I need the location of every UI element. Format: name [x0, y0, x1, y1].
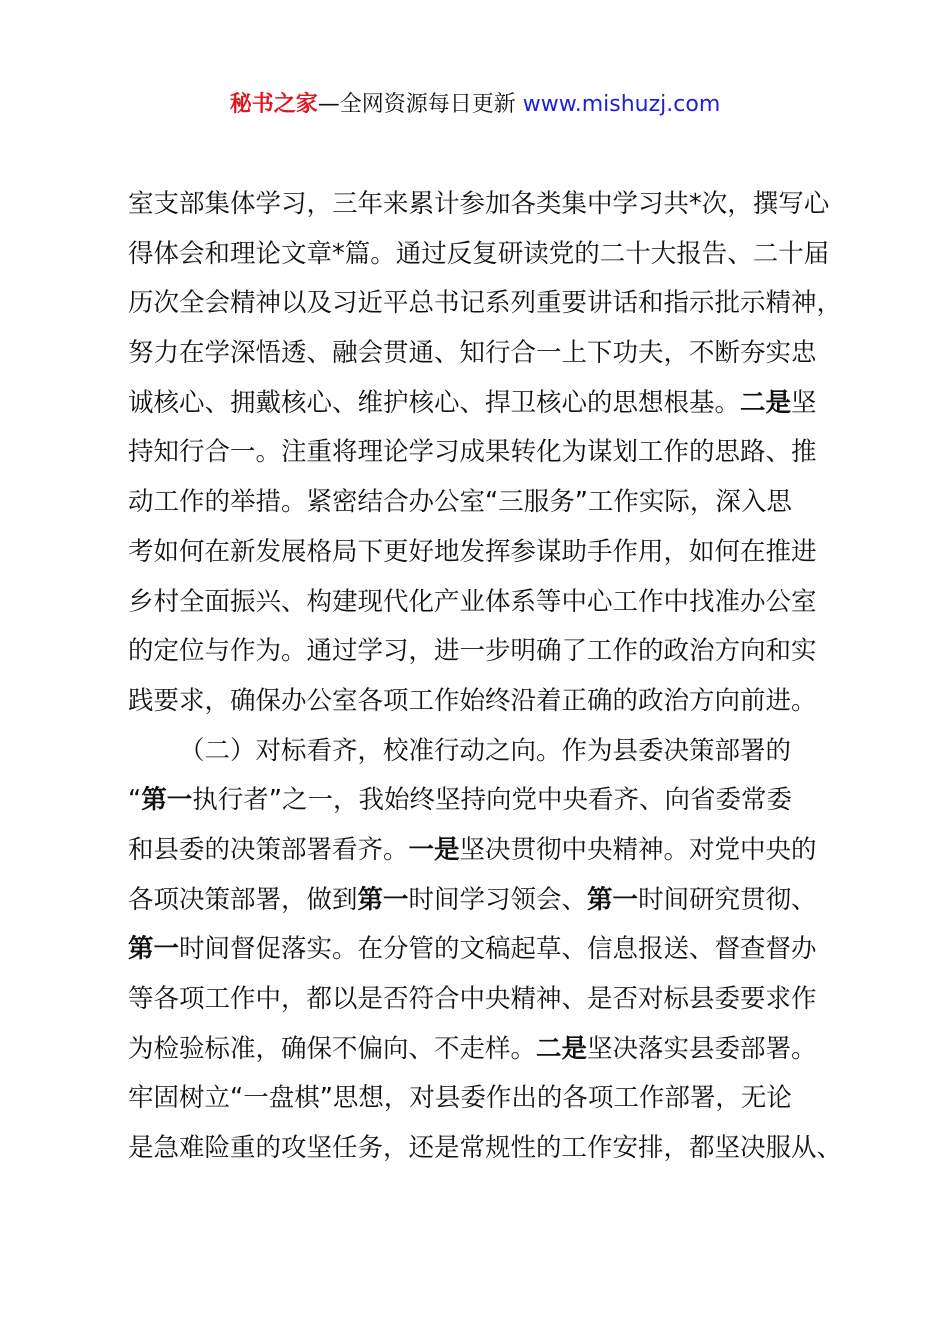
- text-run: 动工作的举措。紧密结合办公室“三服务”工作实际，深入思: [128, 487, 792, 518]
- bold-run: 第一: [587, 884, 639, 915]
- website-url[interactable]: www.mishuzj.com: [522, 92, 721, 117]
- text-line: [128, 279, 868, 329]
- brand-name: 秘书之家: [229, 92, 318, 117]
- bold-run: 第一: [141, 785, 193, 816]
- text-line: [128, 975, 868, 1025]
- bold-run: 二是: [536, 1033, 588, 1064]
- text-run: （二）对标看齐，校准行动之向。作为县委决策部署的: [179, 735, 792, 766]
- page-header: [0, 88, 950, 122]
- text-run: 坚决落实县委部署。: [587, 1033, 817, 1064]
- text-line: [128, 428, 868, 478]
- text-run: 诚核心、拥戴核心、维护核心、捍卫核心的思想根基。: [128, 387, 741, 418]
- text-run: 持知行合一。注重将理论学习成果转化为谋划工作的思路、推: [128, 437, 817, 468]
- bold-run: 第一: [128, 934, 180, 965]
- text-run: 各项决策部署，做到: [128, 884, 358, 915]
- text-line: [128, 180, 868, 230]
- text-line: [128, 776, 868, 826]
- text-line: [128, 379, 868, 429]
- bold-run: 一是: [408, 834, 460, 865]
- text-line: [128, 677, 868, 727]
- text-line: [128, 876, 868, 926]
- text-line: [128, 925, 868, 975]
- text-run: 坚决贯彻中央精神。对党中央的: [459, 834, 817, 865]
- text-line: [128, 578, 868, 628]
- bold-run: 第一: [357, 884, 409, 915]
- text-run: 践要求，确保办公室各项工作始终沿着正确的政治方向前进。: [128, 685, 817, 716]
- header-slogan: —全网资源每日更新: [317, 92, 523, 117]
- text-run: 时间督促落实。在分管的文稿起草、信息报送、督查督办: [179, 934, 817, 965]
- text-run: 时间学习领会、: [408, 884, 588, 915]
- text-line: [128, 478, 868, 528]
- text-run: 牢固树立“一盘棋”思想，对县委作出的各项工作部署，无论: [128, 1083, 792, 1114]
- text-run: 历次全会精神以及习近平总书记系列重要讲话和指示批示精神，: [128, 288, 843, 319]
- document-body: [128, 180, 868, 1174]
- bold-run: 二是: [740, 387, 792, 418]
- text-run: 和县委的决策部署看齐。: [128, 834, 409, 865]
- text-line: [128, 329, 868, 379]
- text-run: 努力在学深悟透、融会贯通、知行合一上下功夫，不断夯实忠: [128, 338, 817, 369]
- text-run: 乡村全面振兴、构建现代化产业体系等中心工作中找准办公室: [128, 586, 817, 617]
- text-line: [128, 528, 868, 578]
- text-run: “: [128, 785, 142, 816]
- text-line: [128, 1025, 868, 1075]
- text-line: [128, 1124, 868, 1174]
- text-line: [128, 1074, 868, 1124]
- text-run: 为检验标准，确保不偏向、不走样。: [128, 1033, 537, 1064]
- text-run: 是急难险重的攻坚任务，还是常规性的工作安排，都坚决服从、: [128, 1133, 843, 1164]
- text-run: 执行者”之一，我始终坚持向党中央看齐、向省委常委: [192, 785, 792, 816]
- text-line: [128, 230, 868, 280]
- text-line: [128, 826, 868, 876]
- text-run: 时间研究贯彻、: [638, 884, 817, 915]
- text-line-section-heading: [128, 727, 868, 777]
- text-line: [128, 627, 868, 677]
- text-run: 得体会和理论文章*篇。通过反复研读党的二十大报告、二十届: [128, 238, 830, 269]
- text-run: 等各项工作中，都以是否符合中央精神、是否对标县委要求作: [128, 984, 817, 1014]
- text-run: 坚: [791, 387, 817, 418]
- text-run: 考如何在新发展格局下更好地发挥参谋助手作用，如何在推进: [128, 536, 817, 567]
- text-run: 室支部集体学习，三年来累计参加各类集中学习共*次，撰写心: [128, 189, 830, 219]
- text-run: 的定位与作为。通过学习，进一步明确了工作的政治方向和实: [128, 636, 817, 667]
